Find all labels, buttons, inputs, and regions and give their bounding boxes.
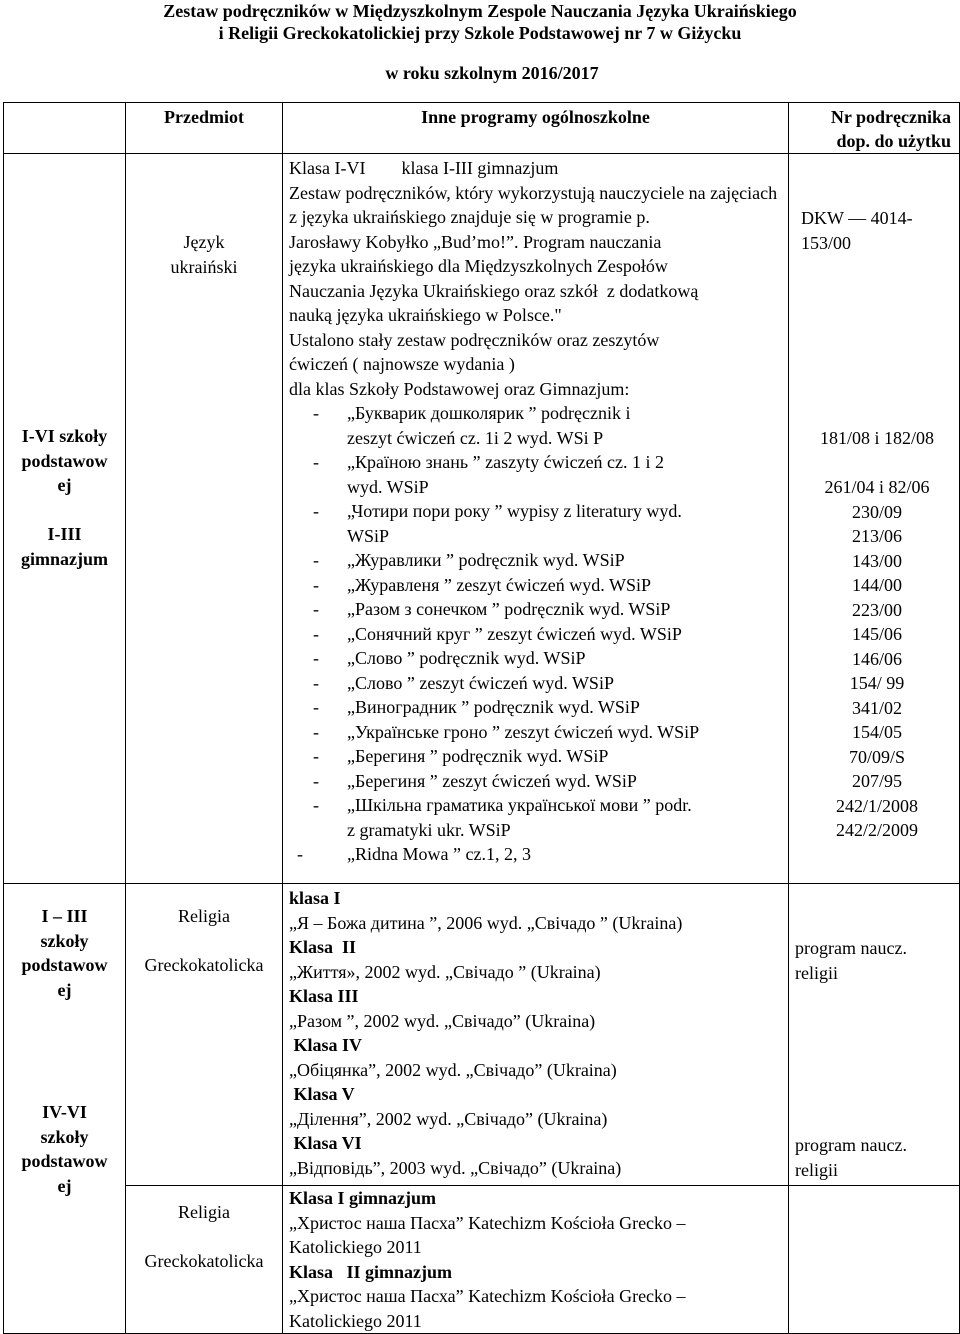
approval-number: 223/00 [851,599,902,620]
textbook-item-text: WSiP [347,525,390,546]
textbook-item [289,450,784,475]
textbook-item [289,401,784,426]
list-dash: - [313,403,319,423]
subject-column-header: Przedmiot [126,103,283,154]
list-dash: - [313,721,319,742]
list-dash: - [313,550,319,570]
list-dash [289,524,347,549]
approval-number: 213/06 [851,526,902,546]
grade-heading: Klasa III [289,986,359,1006]
list-dash [289,475,347,500]
textbook-item-continuation [289,426,784,451]
nr-cell-religion-2-empty [789,1186,960,1334]
textbook-item [289,793,784,818]
approval-number: 153/00 [801,232,852,253]
religion-textbook: „Я – Божа дитина ”, 2006 wyd. „Свічадо ” (Ukraina) [289,912,683,933]
program-cell-ukrainian [283,154,789,884]
program-text-line: z języka ukraińskiego znajduje się w programie p. [289,207,650,227]
subject-line: Język [183,232,225,252]
textbook-item [289,720,784,745]
grade-heading: Klasa I gimnazjum [289,1188,437,1208]
textbook-item-text: „Ridna Mowa ” cz.1, 2, 3 [347,844,531,864]
list-dash: - [313,623,319,644]
religion-textbook: „Христос наша Пасха” Katechizm Kościoła Grecko – [289,1286,686,1306]
religion-textbook: Katolickiego 2011 [289,1237,422,1257]
program-text-line: Zestaw podręczników, który wykorzystują nauczyciele na zajęciach [289,182,778,203]
program-note: program naucz. [795,1135,907,1155]
level-line: podstawow [21,955,108,975]
subject-line [126,1225,282,1250]
approval-number: 242/1/2008 [835,795,918,816]
religion-textbook: „Життя», 2002 wyd. „Свічадо ” (Ukraina) [289,961,601,982]
list-dash: - [313,501,319,521]
approval-number: 230/09 [851,501,902,522]
level-line: ej [57,475,72,495]
program-text-line: Klasa I-VI klasa I-III gimnazjum [289,158,559,178]
program-text-line: Nauczania Języka Ukraińskiego oraz szkół z dodatkową [289,280,699,301]
textbook-item-text: z gramatyki ukr. WSiP [347,819,511,840]
program-text-line: nauką języka ukraińskiego w Polsce." [289,305,562,325]
approval-number: 143/00 [851,550,902,571]
approval-number: 341/02 [851,697,902,718]
grade-heading: Klasa II gimnazjum [289,1261,453,1282]
level-header-cell [4,103,126,154]
textbook-item-text: „Слово ” zeszyt ćwiczeń wyd. WSiP [347,672,614,693]
approval-number: 154/05 [851,722,902,742]
level-line: IV-VI [42,1102,87,1122]
religion-textbook: „Обіцянка”, 2002 wyd. „Свічадо” (Ukraina) [289,1059,617,1080]
textbook-item [289,671,784,696]
grade-heading: Klasa IV [289,1035,363,1055]
program-text-line: języka ukraińskiego dla Międzyszkolnych Zespołów [289,256,668,276]
textbook-item-text: „Журавлики ” podręcznik wyd. WSiP [347,550,625,570]
list-dash [289,426,347,451]
textbook-item-text: „Чотири пори року ” wypisy z literatury wyd. [347,501,682,521]
approval-number: 154/ 99 [849,673,905,693]
list-dash: - [313,648,319,668]
approval-number: 242/2/2009 [835,820,918,840]
textbook-item [289,499,784,524]
level-cell-ukrainian [4,154,126,884]
program-note: religii [795,1159,838,1180]
subject-line: Greckokatolicka [144,955,264,975]
subject-cell-religion-2 [126,1186,283,1334]
religion-textbook: „Відповідь”, 2003 wyd. „Свічадо” (Ukraina) [289,1157,622,1178]
textbook-table [3,102,960,1334]
textbook-item-text: „Українське гроно ” zeszyt ćwiczeń wyd. WSiP [347,721,700,742]
level-line: ej [57,979,72,1000]
religion-textbook: Katolickiego 2011 [289,1310,422,1331]
level-line [4,498,125,523]
doc-title-line-2: i Religii Greckokatolickiej przy Szkole Podstawowej nr 7 w Giżycku [218,23,742,43]
approval-number: DKW — 4014- [801,208,913,228]
textbook-item-text: „Берегиня ” zeszyt ćwiczeń wyd. WSiP [347,770,637,791]
textbook-item [289,842,784,867]
textbook-item-text: „Журавленя ” zeszyt ćwiczeń wyd. WSiP [347,574,651,595]
textbook-item [289,769,784,794]
approval-number: 261/04 i 82/06 [824,477,930,497]
approval-number: 207/95 [851,771,902,791]
textbook-item-continuation [289,475,784,500]
textbook-item-text: „Слово ” podręcznik wyd. WSiP [347,648,586,668]
approval-number: 181/08 i 182/08 [819,428,934,448]
doc-school-year: w roku szkolnym 2016/2017 [385,63,599,83]
level-line: szkoły [40,1126,89,1147]
list-dash: - [313,697,319,717]
textbook-item [289,622,784,647]
textbook-item-text: „Сонячний круг ” zeszyt ćwiczeń wyd. WSiP [347,623,682,644]
subject-line [126,929,282,954]
textbook-item-text: „Шкільна граматика української мови ” podr. [347,795,692,815]
program-cell-religion-1 [283,884,789,1186]
list-dash: - [313,574,319,595]
program-text-line: Jarosławy Kobyłko „Bud’mo!”. Program nauczania [289,231,662,252]
textbook-item-continuation [289,818,784,843]
approval-number: 146/06 [851,648,902,669]
subject-line: ukraiński [170,256,238,277]
textbook-item [289,744,784,769]
textbook-item [289,646,784,671]
level-line: szkoły [40,930,89,951]
subject-line: Greckokatolicka [144,1251,264,1271]
list-dash: - [313,746,319,766]
religion-textbook: „Разом ”, 2002 wyd. „Свічадо” (Ukraina) [289,1010,596,1031]
textbook-item-text: wyd. WSiP [347,476,429,497]
list-dash [289,818,347,843]
approval-number [795,451,959,476]
textbook-item [289,597,784,622]
level-line: I – III [41,906,88,926]
level-line: I-III [47,524,82,544]
level-line: podstawow [21,1151,108,1171]
level-cell-religion [4,884,126,1334]
textbook-item-text: „Країною знань ” zaszyty ćwiczeń cz. 1 i 2 [347,452,665,472]
textbook-item-text: „Букварик дошколярик ” podręcznik i [347,403,631,423]
level-line [4,1002,125,1027]
textbook-item-text: „Берегиня ” podręcznik wyd. WSiP [347,746,609,766]
grade-heading: Klasa VI [289,1133,362,1153]
program-text-line: ćwiczeń ( najnowsze wydania ) [289,354,515,374]
list-dash: - [313,795,319,815]
grade-heading: Klasa II [289,937,357,957]
textbook-item [289,573,784,598]
approval-number: 145/06 [851,624,902,644]
religion-textbook: „Христос наша Пасха” Katechizm Kościoła Grecko – [289,1212,686,1233]
program-cell-religion-2 [283,1186,789,1334]
textbook-item [289,695,784,720]
nr-cell-ukrainian [789,154,960,884]
grade-heading: Klasa V [289,1084,355,1104]
program-note: program naucz. [795,938,907,958]
level-line: I-VI szkoły [21,426,108,446]
level-line: ej [57,1175,72,1196]
approval-number: 70/09/S [848,746,905,767]
textbook-item [289,548,784,573]
textbook-item-continuation [289,524,784,549]
nr-cell-religion-1 [789,884,960,1186]
program-note: religii [795,962,838,983]
list-dash: - [313,452,319,472]
program-text-line: dla klas Szkoły Podstawowej oraz Gimnazjum: [289,378,630,399]
list-dash: - [313,672,319,693]
level-line: podstawow [21,450,108,471]
level-line [4,1076,125,1101]
nr-column-header: Nr podręcznika dop. do użytku [789,103,960,154]
list-dash: - [313,770,319,791]
approval-number: 144/00 [851,575,902,595]
religion-textbook: „Ділення”, 2002 wyd. „Свічадо” (Ukraina) [289,1108,608,1129]
list-dash: - [297,844,303,864]
textbook-item-text: „Разом з сонечком ” podręcznik wyd. WSiP [347,599,671,619]
textbook-item-text: „Виноградник ” podręcznik wyd. WSiP [347,697,640,717]
level-line [4,1051,125,1076]
subject-line: Religia [178,906,230,926]
doc-title-line-1: Zestaw podręczników w Międzyszkolnym Zespole Nauczania Języka Ukraińskiego [163,1,797,21]
subject-cell-religion-1 [126,884,283,1186]
programs-column-header: Inne programy ogólnoszkolne [283,103,789,154]
list-dash: - [313,599,319,619]
level-line: gimnazjum [21,548,108,569]
program-text-line: Ustalono stały zestaw podręczników oraz zeszytów [289,329,660,350]
subject-cell-ukrainian [126,154,283,884]
textbook-item-text: zeszyt ćwiczeń cz. 1i 2 wyd. WSi P [347,427,604,448]
grade-heading: klasa I [289,888,341,908]
subject-line: Religia [178,1202,230,1222]
level-line [4,1027,125,1052]
